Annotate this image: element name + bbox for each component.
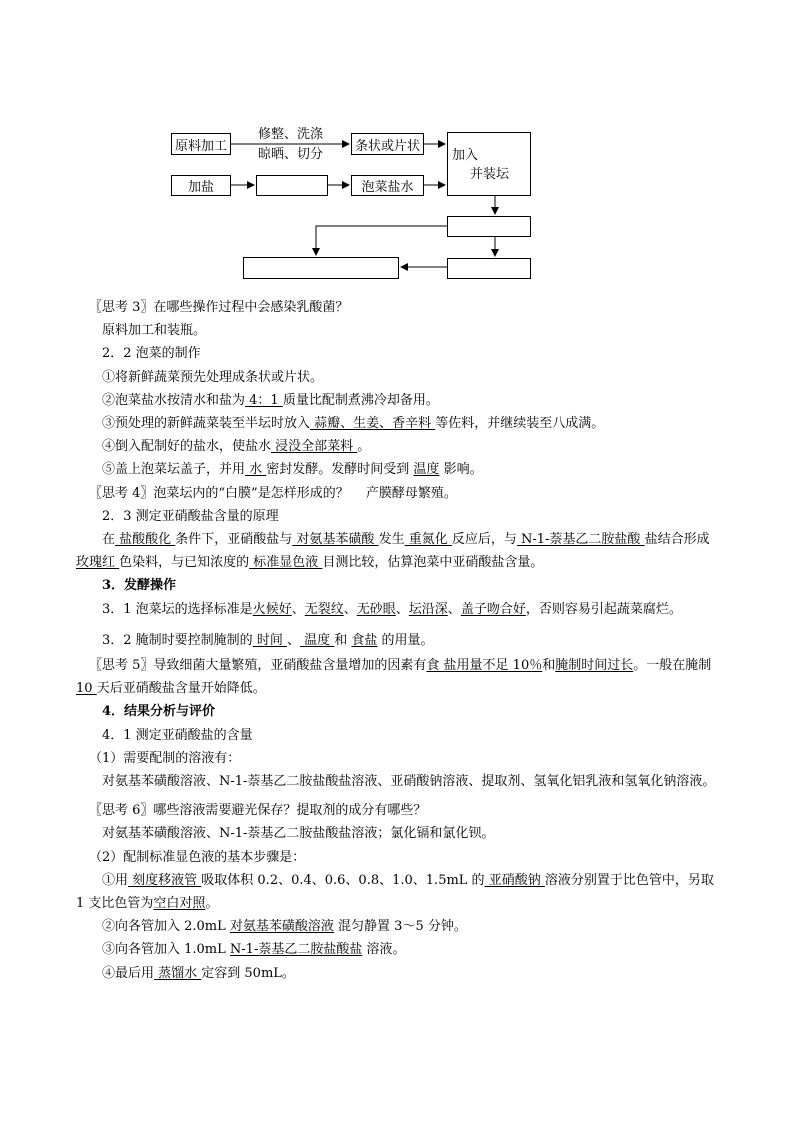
text-run: 〖思考 6〗哪些溶液需要避光保存？提取剂的成分有哪些？ bbox=[89, 803, 427, 819]
section-3-2 bbox=[76, 629, 720, 652]
arrow-branch-left bbox=[316, 226, 447, 255]
answer-blank: 腌制时间过长 bbox=[555, 658, 634, 674]
text-run: 〖思考 4〗泡菜坛内的“白膜”是怎样形成的？ 产膜酵母繁殖。 bbox=[89, 485, 457, 501]
think-6-answer bbox=[76, 822, 720, 845]
text-run: ①用 bbox=[102, 872, 129, 888]
text-run: ①将新鲜蔬菜预先处理成条状或片状。 bbox=[102, 369, 324, 385]
text-run: 。一般在腌制 bbox=[633, 658, 712, 674]
text-run: ，否则容易引起蔬菜腐烂。 bbox=[525, 601, 682, 617]
strips-box bbox=[351, 133, 424, 155]
section-3-1 bbox=[76, 598, 720, 621]
text-run: 〖思考 5〗导致细菌大量繁殖，亚硝酸盐含量增加的因素有 bbox=[89, 658, 427, 674]
section-2-3-heading bbox=[76, 505, 720, 528]
step-1 bbox=[76, 366, 720, 389]
question-2 bbox=[76, 846, 720, 869]
jar-box bbox=[447, 132, 531, 196]
answer-blank: 温度 bbox=[413, 462, 440, 478]
answer-blank: 对氨基苯磺酸溶液 bbox=[229, 919, 334, 935]
text-run: 天后亚硝酸盐含量开始降低。 bbox=[96, 681, 266, 697]
text-run: 影响。 bbox=[439, 462, 483, 478]
answer-blank: N-1-萘基乙二胺盐酸盐 bbox=[229, 942, 363, 958]
answer-blank: 火候好 bbox=[252, 601, 292, 617]
text-run: 对氨基苯磺酸溶液、N-1-萘基乙二胺盐酸盐溶液、亚硝酸钠溶液、提取剂、氢氧化铝乳液和氢氧化钠溶液。 bbox=[102, 774, 716, 790]
add-label: 加入 bbox=[452, 148, 479, 163]
text-run: 溶液分别置于比色管中，另取 1 支比色管为 bbox=[76, 872, 714, 912]
answer-blank: 刻度移液管 bbox=[128, 872, 202, 888]
blank-step-box bbox=[447, 216, 531, 237]
text-run: 目测比较，估算泡菜中亚硝酸盐含量。 bbox=[322, 555, 544, 571]
raw-processing-box bbox=[171, 133, 231, 155]
answer-blank: 蒜瓣、生姜、香辛料 bbox=[310, 416, 436, 432]
question-1-answer bbox=[76, 770, 720, 793]
answer-blank: 无裂纹 bbox=[304, 601, 344, 617]
text-run: 2．2 泡菜的制作 bbox=[102, 346, 201, 362]
text-run: 条件下，亚硝酸盐与 bbox=[175, 532, 293, 548]
answer-blank: 4：1 bbox=[245, 392, 283, 408]
dilution-step-2 bbox=[76, 915, 720, 938]
strips-label: 条状或片状 bbox=[354, 138, 420, 154]
answer-blank: 无砂眼 bbox=[356, 601, 396, 617]
text-run: 溶液。 bbox=[362, 942, 406, 958]
dilution-step-1 bbox=[76, 869, 720, 915]
answer-blank: 空白对照 bbox=[153, 896, 206, 912]
text-run: 、 bbox=[286, 632, 300, 648]
dilution-step-3 bbox=[76, 938, 720, 961]
answer-blank: 玫瑰红 bbox=[76, 555, 120, 571]
raw-processing-label: 原料加工 bbox=[174, 138, 227, 154]
text-run: ③预处理的新鲜蔬菜装至半坛时放入 bbox=[102, 416, 311, 432]
dilution-step-4 bbox=[76, 962, 720, 985]
answer-blank: 时间 bbox=[252, 632, 287, 648]
answer-blank: 10 bbox=[76, 681, 97, 697]
section-2-2-heading bbox=[76, 342, 720, 365]
brine-box bbox=[351, 175, 424, 196]
text-run: 和 bbox=[334, 632, 352, 648]
text-run: 质量比配制煮沸冷却备用。 bbox=[282, 392, 439, 408]
text-run: 和 bbox=[542, 658, 556, 674]
text-run: （1）需要配制的溶液有： bbox=[89, 750, 241, 766]
think-4 bbox=[76, 482, 720, 505]
answer-blank: 水 bbox=[245, 462, 267, 478]
answer-blank: 温度 bbox=[299, 632, 335, 648]
text-run: 。 bbox=[357, 439, 371, 455]
think-5 bbox=[76, 654, 720, 700]
answer-blank: 标准显色液 bbox=[249, 555, 323, 571]
blank-box bbox=[256, 175, 328, 196]
text-run: 、 bbox=[447, 601, 461, 617]
answer-blank: 重氮化 bbox=[404, 532, 452, 548]
text-run: 发生 bbox=[378, 532, 405, 548]
text-run: 原料加工和装瓶。 bbox=[102, 323, 207, 339]
text-run: ②向各管加入 2.0mL bbox=[102, 919, 230, 935]
brine-label: 泡菜盐水 bbox=[361, 180, 414, 195]
text-run: 反应后，与 bbox=[451, 532, 517, 548]
answer-blank: 盖子吻合好 bbox=[460, 601, 526, 617]
think-3-question bbox=[76, 296, 720, 319]
think-3-answer bbox=[76, 319, 720, 342]
step-5 bbox=[76, 458, 720, 481]
text-run: ⑤盖上泡菜坛盖子，并用 bbox=[102, 462, 246, 478]
text-run: 、 bbox=[395, 601, 409, 617]
text-run: 〖思考 3〗在哪些操作过程中会感染乳酸菌？ bbox=[89, 300, 349, 315]
answer-blank: 食盐 bbox=[351, 632, 378, 648]
text-run: ②泡菜盐水按清水和盐为 bbox=[102, 392, 246, 408]
step-2 bbox=[76, 389, 720, 412]
text-run: ③向各管加入 1.0mL bbox=[102, 942, 230, 958]
answer-blank: 亚硝酸钠 bbox=[484, 872, 545, 888]
text-run: 定容到 50mL。 bbox=[201, 965, 295, 981]
document-body bbox=[76, 296, 720, 985]
text-run: ④最后用 bbox=[102, 965, 155, 981]
flowchart bbox=[0, 0, 794, 290]
add-salt-label: 加盐 bbox=[187, 180, 214, 195]
section-4-1-heading bbox=[76, 724, 720, 747]
question-1 bbox=[76, 747, 720, 770]
text-run: 盐结合形成 bbox=[644, 532, 710, 548]
add-salt-box bbox=[171, 175, 231, 196]
answer-blank: 蒸馏水 bbox=[154, 965, 202, 981]
answer-blank: 浸没全部菜料 bbox=[271, 439, 358, 455]
text-run: 密封发酵。发酵时间受到 bbox=[266, 462, 414, 478]
answer-blank: N-1-萘基乙二胺盐酸 bbox=[516, 532, 645, 548]
step-dry-cut: 晾晒、切分 bbox=[258, 147, 324, 162]
into-jar-label: 并装坛 bbox=[470, 167, 510, 182]
text-run: 吸取体积 0.2、0.4、0.6、0.8、1.0、1.5mL 的 bbox=[201, 872, 485, 888]
text-run: 2．3 测定亚硝酸盐含量的原理 bbox=[102, 508, 279, 524]
text-run: 对氨基苯磺酸溶液、N-1-萘基乙二胺盐酸盐溶液；氯化镉和氯化钡。 bbox=[102, 826, 495, 842]
text-run: 。 bbox=[205, 896, 219, 912]
text-run: 3．1 泡菜坛的选择标准是 bbox=[102, 601, 253, 617]
principle-paragraph bbox=[76, 528, 720, 574]
blank-result-box bbox=[243, 257, 399, 279]
text-run: 在 bbox=[102, 532, 116, 548]
answer-blank: 坛沿深 bbox=[408, 601, 448, 617]
think-6-question bbox=[76, 799, 720, 822]
text-run: 4．结果分析与评价 bbox=[102, 704, 216, 720]
text-run: 3．发酵操作 bbox=[102, 578, 177, 594]
answer-blank: 盐酸酸化 bbox=[115, 532, 176, 548]
answer-blank: 对氨基苯磺酸 bbox=[292, 532, 379, 548]
step-3 bbox=[76, 412, 720, 435]
step-4 bbox=[76, 435, 720, 458]
text-run: 3．2 腌制时要控制腌制的 bbox=[102, 632, 253, 648]
text-run: 色染料，与已知浓度的 bbox=[119, 555, 250, 571]
text-run: 、 bbox=[343, 601, 357, 617]
answer-blank: 食 盐用量不足 10％ bbox=[426, 658, 543, 674]
section-4-heading bbox=[76, 700, 720, 723]
text-run: （2）配制标准显色液的基本步骤是： bbox=[89, 849, 306, 865]
text-run: 、 bbox=[291, 601, 305, 617]
blank-step-box-2 bbox=[447, 258, 531, 279]
text-run: 的用量。 bbox=[377, 632, 434, 648]
text-run: 混匀静置 3～5 分钟。 bbox=[333, 919, 467, 935]
text-run: ④倒入配制好的盐水，使盐水 bbox=[102, 439, 272, 455]
text-run: 4．1 测定亚硝酸盐的含量 bbox=[102, 727, 253, 743]
step-trim-wash: 修整、洗涤 bbox=[258, 127, 324, 142]
text-run: 等佐料，并继续装至八成满。 bbox=[435, 416, 605, 432]
section-3-heading bbox=[76, 574, 720, 597]
